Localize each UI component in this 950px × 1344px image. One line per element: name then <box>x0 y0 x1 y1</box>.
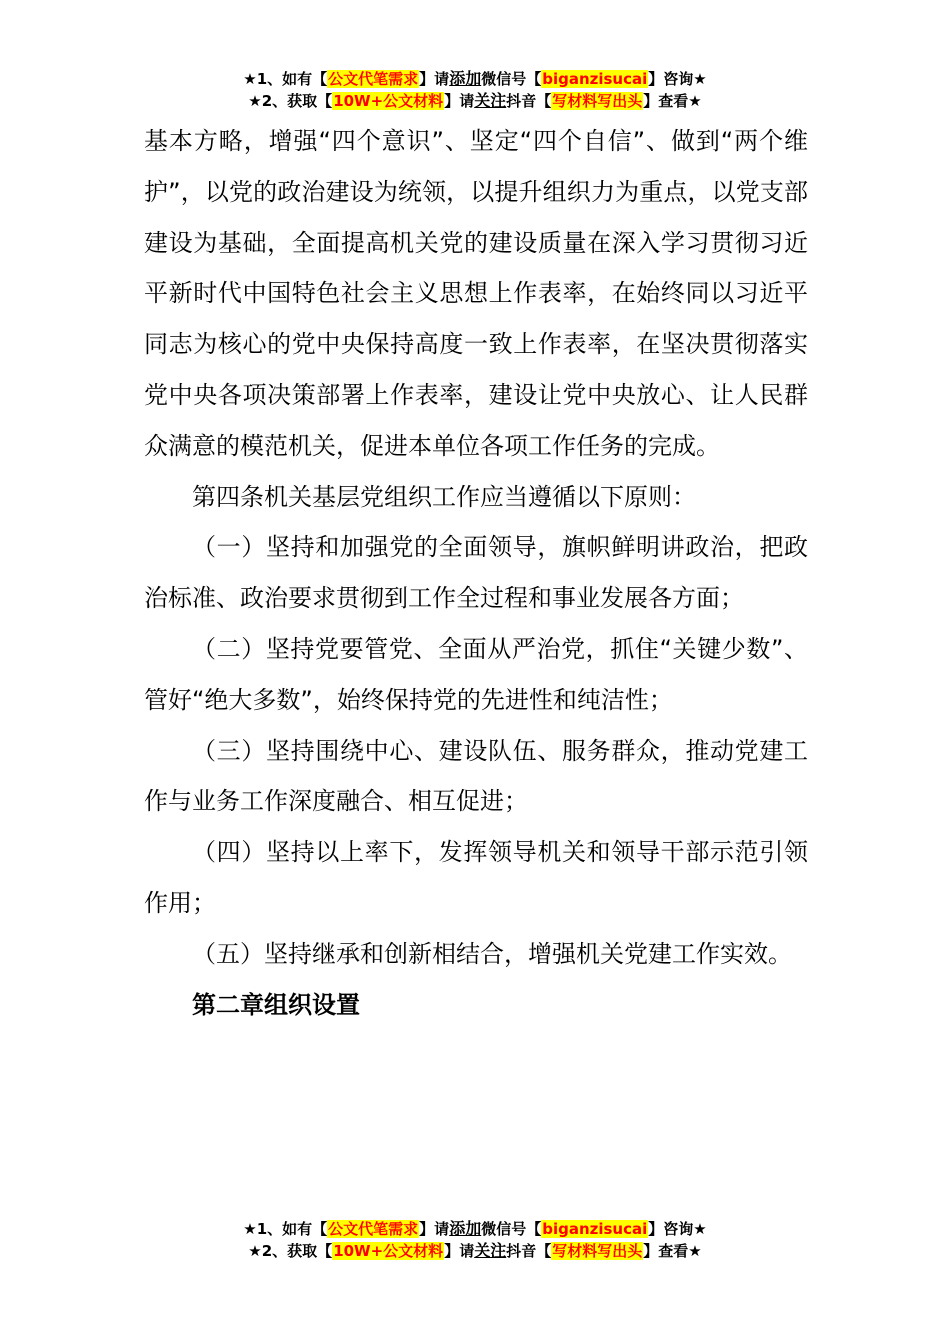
footer-line-2 <box>0 1240 950 1262</box>
header-line-2-suffix: 】查看★ <box>643 92 702 110</box>
footer-underline-add: 添加 <box>449 1219 482 1238</box>
principle-3: （三）坚持围绕中心、建设队伍、服务群众，推动党建工作与业务工作深度融合、相互促进； <box>144 736 808 816</box>
chapter-title: 第二章组织设置 <box>192 990 360 1019</box>
footer-highlight-douyin: 写材料写出头 <box>552 1242 643 1260</box>
footer-line-2-suffix: 】查看★ <box>643 1242 702 1260</box>
footer-highlight-service: 公文代笔需求 <box>328 1220 419 1238</box>
footer-line-2-mid: 】请 <box>444 1242 475 1260</box>
header-line-1-prefix: ★1、如有【 <box>243 70 328 88</box>
footer-line-1-mid: 】请 <box>419 1220 450 1238</box>
header-line-1 <box>0 68 950 90</box>
header-line-2-mid2: 抖音【 <box>506 92 552 110</box>
footer-line-2-mid2: 抖音【 <box>506 1242 552 1260</box>
principle-1: （一）坚持和加强党的全面领导，旗帜鲜明讲政治，把政治标准、政治要求贯彻到工作全过程和事业发展各方面； <box>144 533 808 613</box>
header-highlight-douyin: 写材料写出头 <box>552 92 643 110</box>
footer-line-1-prefix: ★1、如有【 <box>243 1220 328 1238</box>
footer-highlight-wechat-id: biganzisucai <box>542 1220 648 1238</box>
header-highlight-wechat-id: biganzisucai <box>542 70 648 88</box>
header-banner <box>0 68 950 112</box>
header-underline-add: 添加 <box>449 69 482 88</box>
principle-5: （五）坚持继承和创新相结合，增强机关党建工作实效。 <box>192 939 792 968</box>
footer-underline-follow: 关注 <box>474 1241 507 1260</box>
footer-line-2-prefix: ★2、获取【 <box>248 1242 333 1260</box>
footer-banner <box>0 1218 950 1262</box>
footer-line-1-suffix: 】咨询★ <box>648 1220 707 1238</box>
document-body <box>144 116 808 1030</box>
body-paragraph-1: 基本方略，增强“四个意识”、坚定“四个自信”、做到“两个维护”，以党的政治建设为统领，以提升组织力为重点，以党支部建设为基础，全面提高机关党的建设质量在深入学习贯彻习近平新时代中国特色社会主义思想上作表率，在始终同以习近平同志为核心的党中央保持高度一致上作表率，在坚决贯彻落实党中央各项决策部署上作表率，建设让党中央放心、让人民群众满意的模范机关，促进本单位各项工作任务的完成。 <box>144 127 808 460</box>
header-line-2 <box>0 90 950 112</box>
header-highlight-service: 公文代笔需求 <box>328 70 419 88</box>
principle-4: （四）坚持以上率下，发挥领导机关和领导干部示范引领作用； <box>144 838 808 917</box>
header-line-2-prefix: ★2、获取【 <box>248 92 333 110</box>
article-4-heading: 第四条机关基层党组织工作应当遵循以下原则： <box>192 482 696 511</box>
principle-2: （二）坚持党要管党、全面从严治党，抓住“关键少数”、管好“绝大多数”，始终保持党的先进性和纯洁性； <box>144 634 808 714</box>
header-line-1-suffix: 】咨询★ <box>648 70 707 88</box>
header-line-1-mid: 】请 <box>419 70 450 88</box>
footer-line-1-mid2: 微信号【 <box>481 1220 542 1238</box>
header-highlight-materials: 10W+公文材料 <box>333 92 444 110</box>
header-underline-follow: 关注 <box>474 91 507 110</box>
header-line-1-mid2: 微信号【 <box>481 70 542 88</box>
footer-line-1 <box>0 1218 950 1240</box>
footer-highlight-materials: 10W+公文材料 <box>333 1242 444 1260</box>
header-line-2-mid: 】请 <box>444 92 475 110</box>
